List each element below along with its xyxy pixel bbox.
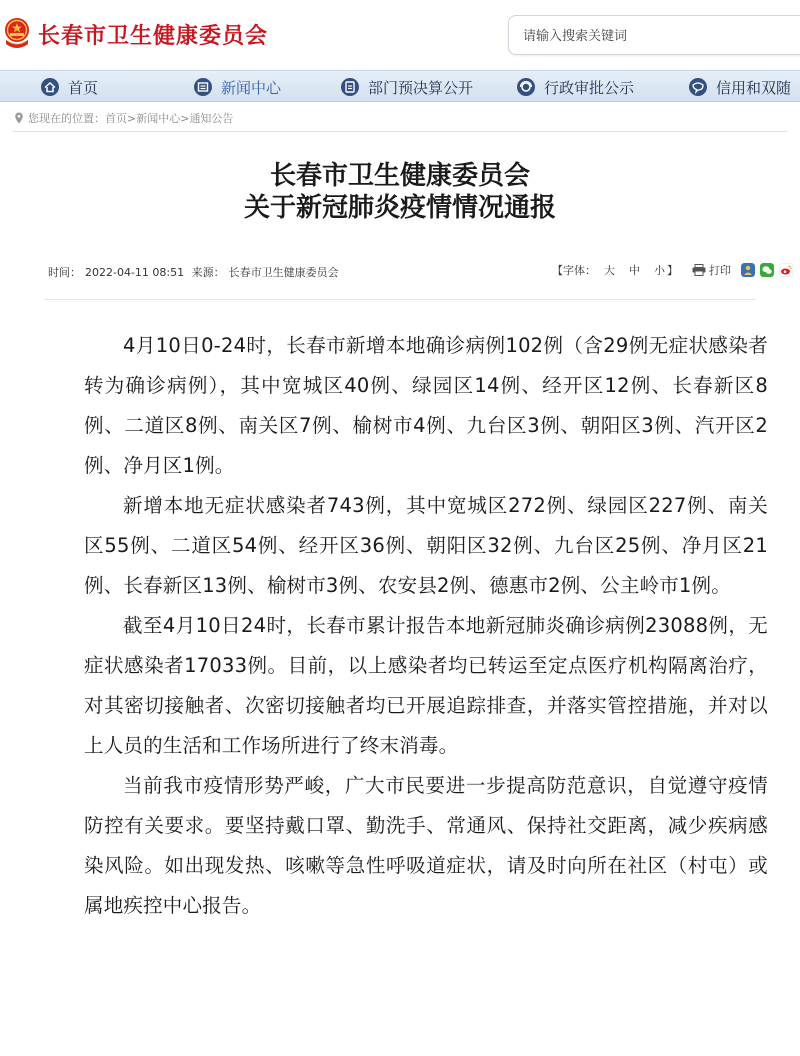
font-size-large[interactable]: 大	[604, 264, 615, 277]
meta-info	[48, 264, 343, 280]
article-paragraph: 截至4月10日24时，长春市累计报告本地新冠肺炎确诊病例23088例，无症状感染者17033例。目前，以上感染者均已转运至定点医疗机构隔离治疗，对其密切接触者、次密切接触者均已开展追踪排查，并落实管控措施，并对以上人员的生活和工作场所进行了终末消毒。	[84, 614, 768, 757]
national-emblem-icon[interactable]	[2, 16, 32, 50]
share-qzone-icon[interactable]	[741, 263, 755, 277]
print-button[interactable]	[692, 262, 731, 278]
nav-label: 新闻中心	[221, 78, 282, 97]
source-label: 来源：	[191, 266, 225, 279]
nav-item-home[interactable]	[40, 71, 98, 103]
nav-item-approval[interactable]	[516, 71, 634, 103]
share-wechat-icon[interactable]	[760, 263, 774, 277]
breadcrumb-divider	[12, 131, 788, 132]
article-tools	[552, 262, 798, 278]
nav-item-budget[interactable]	[340, 71, 473, 103]
nav-item-news[interactable]	[193, 71, 281, 103]
source-value: 长春市卫生健康委员会	[228, 266, 339, 279]
breadcrumb-item-home[interactable]: 首页	[105, 112, 127, 125]
breadcrumb-prefix: 您现在的位置：	[28, 112, 105, 125]
article-title-line1: 长春市卫生健康委员会	[269, 161, 530, 191]
article-paragraph: 新增本地无症状感染者743例，其中宽城区272例、绿园区227例、南关区55例、二道区54例、经开区36例、朝阳区32例、九台区25例、净月区21例、长春新区13例、榆树市3例、农安县2例、德惠市2例、公主岭市1例。	[84, 494, 768, 597]
location-pin-icon	[14, 112, 24, 124]
article-title	[0, 160, 800, 224]
article-meta	[48, 262, 800, 280]
search-input[interactable]	[523, 25, 793, 47]
article-title-line2: 关于新冠肺炎疫情情况通报	[243, 193, 556, 223]
nav-label: 信用和双随	[716, 78, 792, 97]
font-size-label: 【字体：	[552, 264, 596, 277]
site-header	[0, 0, 800, 70]
breadcrumb-item-news[interactable]: 新闻中心	[136, 112, 181, 125]
approval-icon	[516, 77, 536, 97]
breadcrumb-separator: >	[180, 111, 190, 125]
article-body	[84, 326, 768, 926]
main-nav	[0, 70, 800, 102]
print-label: 打印	[709, 264, 731, 277]
breadcrumb	[14, 110, 233, 126]
font-size-close: 】	[667, 264, 678, 277]
font-size-small[interactable]: 小	[654, 264, 665, 277]
time-value: 2022-04-11 08:51	[85, 266, 185, 279]
breadcrumb-item-notice[interactable]: 通知公告	[189, 112, 234, 125]
nav-label: 部门预决算公开	[368, 78, 474, 97]
nav-item-credit[interactable]	[688, 71, 791, 103]
news-icon	[193, 77, 213, 97]
font-size-medium[interactable]: 中	[629, 264, 640, 277]
credit-icon	[688, 77, 708, 97]
nav-label: 首页	[68, 78, 99, 97]
breadcrumb-separator: >	[127, 111, 137, 125]
nav-label: 行政审批公示	[544, 78, 635, 97]
article-paragraph: 当前我市疫情形势严峻，广大市民要进一步提高防范意识，自觉遵守疫情防控有关要求。要坚持戴口罩、勤洗手、常通风、保持社交距离，减少疾病感染风险。如出现发热、咳嗽等急性呼吸道症状，请及时向所在社区（村屯）或属地疾控中心报告。	[84, 774, 768, 917]
printer-icon	[692, 264, 706, 276]
article-paragraph: 4月10日0-24时，长春市新增本地确诊病例102例（含29例无症状感染者转为确诊病例），其中宽城区40例、绿园区14例、经开区12例、长春新区8例、二道区8例、南关区7例、榆树市4例、九台区3例、朝阳区3例、汽开区2例、净月区1例。	[84, 334, 768, 477]
share-weibo-icon[interactable]	[779, 263, 793, 277]
search-box[interactable]	[508, 15, 800, 55]
time-label: 时间：	[48, 266, 81, 279]
home-icon	[40, 77, 60, 97]
budget-icon	[340, 77, 360, 97]
site-title[interactable]: 长春市卫生健康委员会	[38, 24, 269, 49]
meta-divider	[44, 299, 756, 300]
